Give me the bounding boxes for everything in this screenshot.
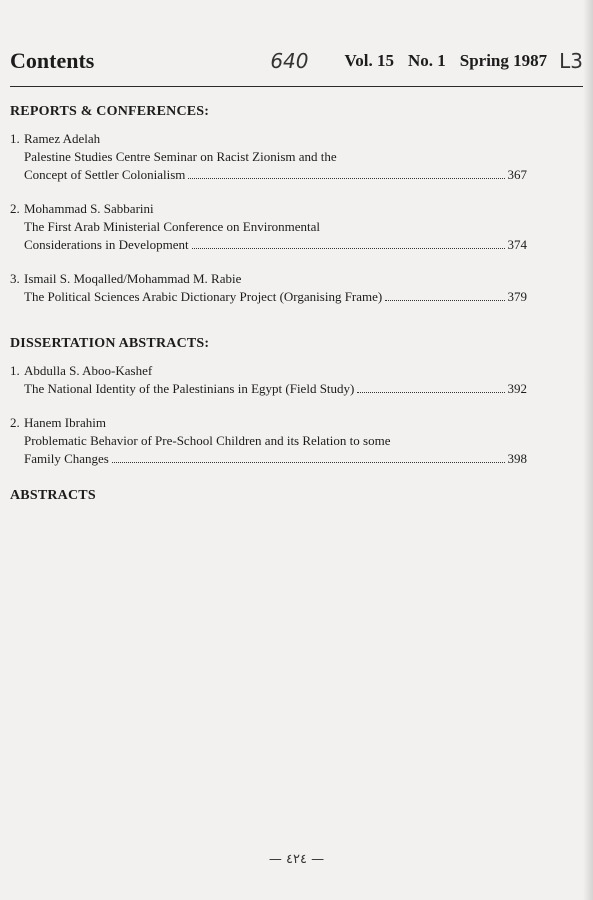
entry-page-number: 398 <box>507 451 527 466</box>
toc-entry <box>10 270 527 306</box>
entry-author: Mohammad S. Sabbarini <box>24 201 154 216</box>
dot-leader <box>357 392 504 393</box>
issue-number: No. 1 <box>407 51 446 70</box>
entry-title-line: The First Arab Ministerial Conference on Environmental <box>24 219 321 234</box>
entry-leader-line <box>10 380 527 398</box>
toc-entry <box>10 130 527 184</box>
entry-title-last-line: The Political Sciences Arabic Dictionary Project (Organising Frame) <box>24 289 383 304</box>
entry-page-number: 367 <box>507 167 527 182</box>
entry-title-line: Problematic Behavior of Pre-School Children and its Relation to some <box>24 433 391 448</box>
entry-title-last-line: Concept of Settler Colonialism <box>24 167 186 182</box>
entry-page-number: 379 <box>507 289 527 304</box>
entry-leader-line <box>10 166 527 184</box>
dot-leader <box>385 300 504 301</box>
contents-header <box>10 36 583 87</box>
entry-number: 1. <box>10 363 20 378</box>
entry-author-line <box>10 130 527 148</box>
dot-leader <box>112 462 505 463</box>
entry-author-line <box>10 200 527 218</box>
section-heading: DISSERTATION ABSTRACTS: <box>10 336 210 351</box>
entry-author-line <box>10 362 527 380</box>
entry-author: Ismail S. Moqalled/Mohammad M. Rabie <box>24 271 242 286</box>
entry-title-line: Palestine Studies Centre Seminar on Racist Zionism and the <box>24 149 337 164</box>
section-heading: REPORTS & CONFERENCES: <box>10 104 210 119</box>
entry-page-number: 392 <box>507 381 527 396</box>
entry-number: 1. <box>10 131 20 146</box>
entry-page-number: 374 <box>507 237 527 252</box>
toc-section <box>10 336 527 468</box>
entry-number: 2. <box>10 415 20 430</box>
handwritten-number: 640 <box>270 49 309 73</box>
entry-author: Abdulla S. Aboo-Kashef <box>24 363 153 378</box>
entry-author: Hanem Ibrahim <box>24 415 106 430</box>
handwritten-code: L3 <box>559 49 583 73</box>
entry-author: Ramez Adelah <box>24 131 101 146</box>
dot-leader <box>188 178 504 179</box>
issue-season: Spring 1987 <box>459 51 548 70</box>
toc-section <box>10 488 527 504</box>
section-heading: ABSTRACTS <box>10 488 96 503</box>
toc-entry <box>10 414 527 468</box>
entry-author-line <box>10 414 527 432</box>
entry-leader-line <box>10 288 527 306</box>
entry-number: 3. <box>10 271 20 286</box>
entry-title-last-line: The National Identity of the Palestinians in Egypt (Field Study) <box>24 381 355 396</box>
page-title: Contents <box>10 48 95 73</box>
toc-entry <box>10 362 527 398</box>
dot-leader <box>192 248 505 249</box>
entry-author-line <box>10 270 527 288</box>
volume-label: Vol. 15 <box>344 51 394 70</box>
toc-section <box>10 104 527 306</box>
page-number: — ٤٢٤ — <box>268 852 325 867</box>
entry-title-last-line: Considerations in Development <box>24 237 189 252</box>
entry-number: 2. <box>10 201 20 216</box>
entry-leader-line <box>10 450 527 468</box>
entry-title-last-line: Family Changes <box>24 451 109 466</box>
entry-leader-line <box>10 236 527 254</box>
toc-entry <box>10 200 527 254</box>
